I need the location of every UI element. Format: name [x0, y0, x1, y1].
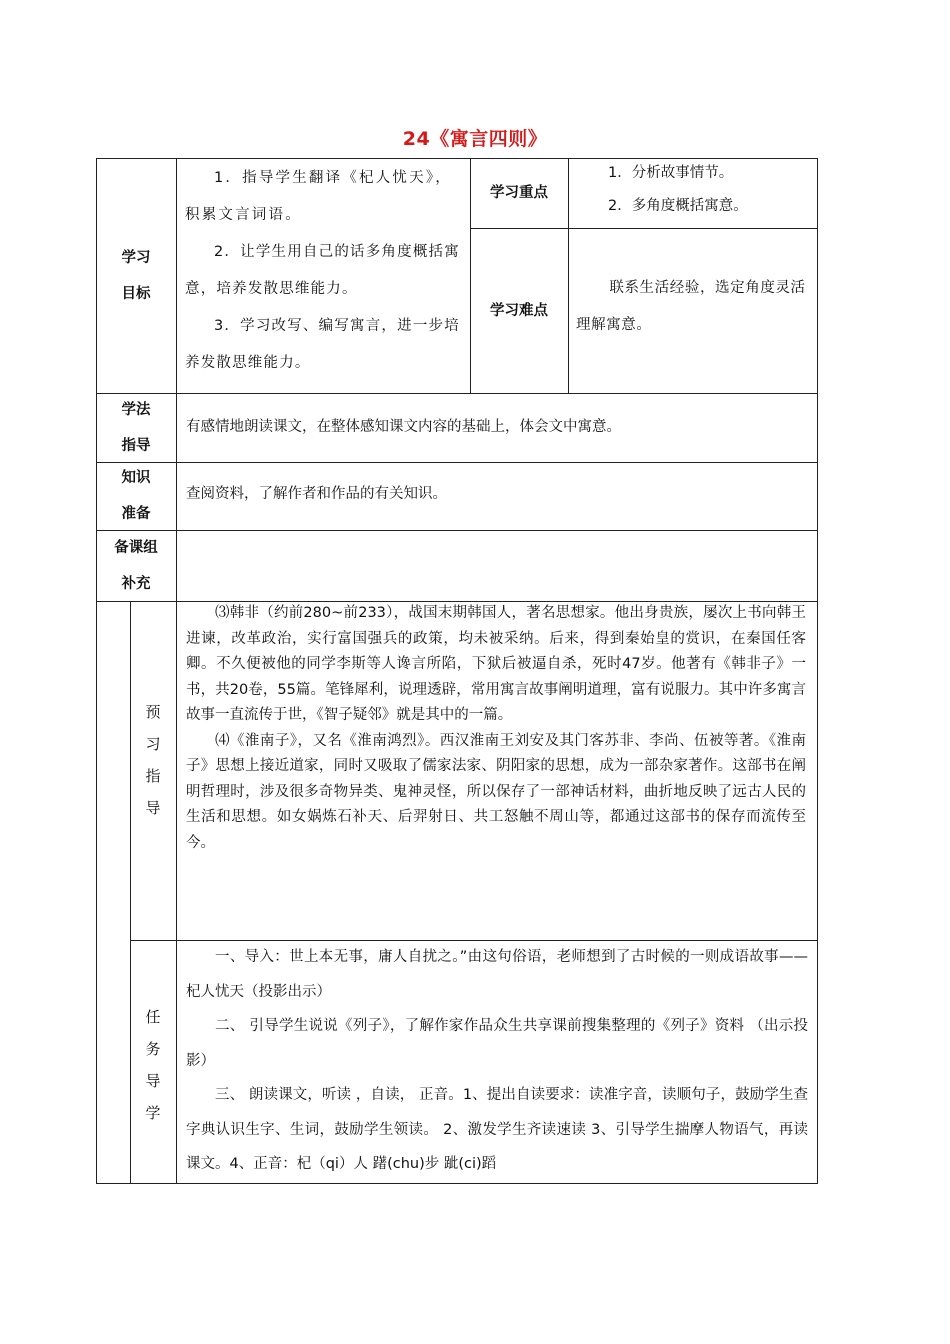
- column-divider: [176, 601, 177, 1184]
- preview-paragraph: ⑶韩非（约前280~前233），战国末期韩国人，著名思想家。他出身贵族，屡次上书向韩王进谏，改革政治，实行富国强兵的政策，均未被采纳。后来，得到秦始皇的赏识，在秦国任客卿。不久便被他的同学李斯等人谗言所陷，下狱后被逼自杀，死时47岁。他著有《韩非子》一书，共20卷，55篇。笔锋犀利，说理透辟，常用寓言故事阐明道理，富有说服力。其中许多寓言故事一直流传于世，《智子疑邻》就是其中的一篇。: [186, 605, 806, 723]
- knowledge-label: [96, 462, 176, 530]
- difficulty-label-text: 学习难点: [490, 302, 548, 319]
- method-text: 有感情地朗读课文，在整体感知课文内容的基础上，体会文中寓意。: [186, 419, 621, 435]
- preview-paragraph: ⑷《淮南子》，又名《淮南鸿烈》。西汉淮南王刘安及其门客苏非、李尚、伍被等著。《淮南子》思想上接近道家，同时又吸取了儒家法家、阴阳家的思想，成为一部杂家著作。这部书在阐明哲理时，涉及很多奇物异类、鬼神灵怪，所以保存了一部神话材料，曲折地反映了远古人民的生活和思想。如女娲炼石补天、后羿射日、共工怒触不周山等，都通过这部书的保存而流传至今。: [186, 732, 806, 851]
- knowledge-label-line: 知识: [121, 470, 151, 486]
- row-divider: [96, 393, 818, 394]
- row-divider: [96, 462, 818, 463]
- focus-label: [470, 158, 568, 228]
- supplement-label-line: 备课组: [114, 539, 158, 556]
- preview-label: [130, 696, 176, 824]
- preview-label-char: 预: [145, 703, 161, 721]
- goal-item: 2．让学生用自己的话多角度概括寓意，培养发散思维能力。: [185, 244, 460, 297]
- task-content: [186, 940, 808, 1183]
- focus-label-text: 学习重点: [490, 185, 548, 201]
- focus-list: [596, 157, 811, 223]
- supplement-label-line: 补充: [121, 575, 151, 592]
- knowledge-text: 查阅资料，了解作者和作品的有关知识。: [186, 486, 447, 502]
- method-label-line: 指导: [121, 437, 151, 454]
- task-label: [130, 1001, 176, 1129]
- column-divider: [176, 158, 177, 601]
- difficulty-text: [576, 270, 811, 344]
- method-label: [96, 393, 176, 462]
- knowledge-label-line: 准备: [121, 506, 151, 522]
- lesson-plan-table: [96, 158, 818, 1184]
- preview-label-char: 习: [145, 735, 161, 753]
- task-paragraph: 一、导入：世上本无事，庸人自扰之。”由这句俗语，老师想到了古时候的一则成语故事——杞人忧天（投影出示）: [186, 949, 808, 1000]
- preview-content: [186, 601, 806, 856]
- task-label-char: 任: [145, 1008, 161, 1026]
- column-divider: [568, 158, 569, 393]
- task-label-char: 学: [145, 1104, 161, 1122]
- goal-item: 3．学习改写、编写寓言，进一步培养发散思维能力。: [185, 318, 460, 371]
- goals-label: [96, 158, 176, 393]
- task-paragraph: 三、 朗读课文，听读 ，自读， 正音。1、提出自读要求：读准字音，读顺句子，鼓励学生查字典认识生字、生词，鼓励学生领读。 2、激发学生齐读速读 3、引导学生揣摩人物语气，再读课文。4、正音：杞（qi）人 躇(chu)步 跐(ci)蹈: [186, 1087, 808, 1172]
- task-label-char: 务: [145, 1040, 161, 1058]
- row-divider: [96, 530, 818, 531]
- task-label-char: 导: [145, 1072, 161, 1090]
- focus-item: 2．多角度概括寓意。: [608, 198, 748, 214]
- difficulty-text-body: 联系生活经验，选定角度灵活理解寓意。: [576, 280, 806, 333]
- goal-item: 1．指导学生翻译《杞人忧天》，积累文言词语。: [185, 170, 452, 223]
- table-border-bottom: [96, 1183, 818, 1184]
- difficulty-label: [470, 228, 568, 393]
- preview-label-char: 导: [145, 799, 161, 817]
- focus-item: 1．分析故事情节。: [608, 165, 734, 181]
- method-label-line: 学法: [121, 401, 151, 418]
- goals-label-line: 目标: [121, 285, 151, 302]
- supplement-label: [96, 530, 176, 601]
- preview-label-char: 指: [145, 767, 161, 785]
- goals-list: [185, 160, 463, 382]
- document-title: 24《寓言四则》: [402, 128, 548, 150]
- table-border-right: [817, 158, 818, 1184]
- goals-label-line: 学习: [121, 249, 151, 266]
- task-paragraph: 二、 引导学生说说《列子》，了解作家作品众生共享课前搜集整理的《列子》资料 （出示投影）: [186, 1018, 808, 1069]
